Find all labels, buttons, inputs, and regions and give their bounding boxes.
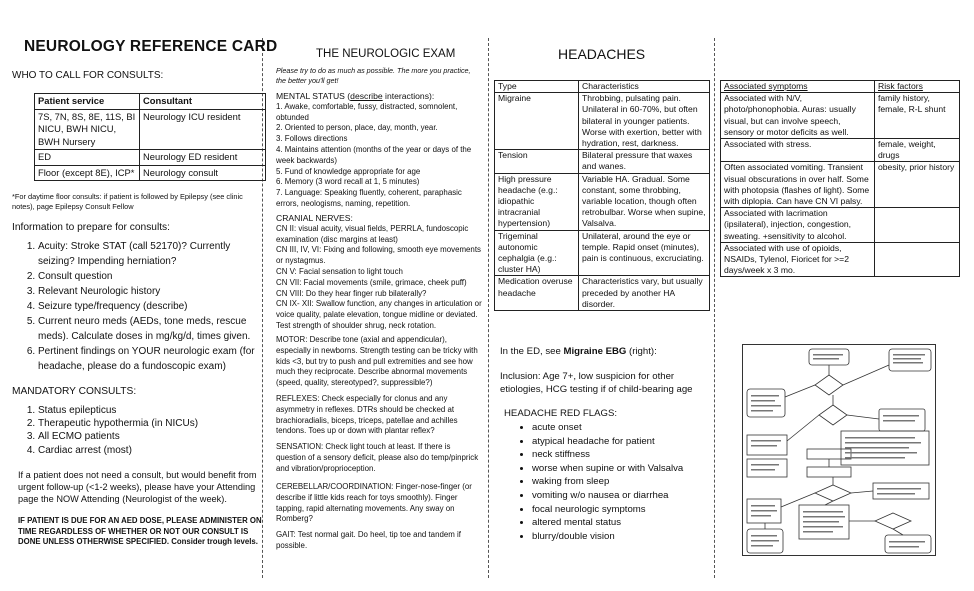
table-cell: obesity, prior history [875, 162, 960, 208]
sensation-section: SENSATION: Check light touch at least. If there is question of a sensory deficit, please also do temp/pinprick and vibration/proprioception. [276, 442, 479, 473]
list-item: CN V: Facial sensation to light touch [276, 266, 403, 276]
symptoms-table [720, 80, 960, 277]
table-cell: Neurology ICU resident [140, 109, 266, 150]
list-item: 1. Awake, comfortable, fussy, distracted, somnolent, obtunded [276, 101, 458, 122]
ed-text: (right): [626, 346, 657, 357]
ed-note [500, 346, 657, 357]
mandatory-list [22, 404, 268, 457]
table-cell: Medication overuse headache [495, 276, 579, 311]
table-row [35, 165, 266, 181]
table-header: Risk factors [875, 81, 960, 93]
list-item: 4. Cardiac arrest (most) [38, 444, 268, 457]
list-item: 3. All ECMO patients [38, 430, 268, 443]
table-cell: Neurology consult [140, 165, 266, 181]
aed-note: IF PATIENT IS DUE FOR AN AED DOSE, PLEASE ADMINISTER ON TIME REGARDLESS OF WHETHER OR NOT OUR CONSULT IS DONE UNLESS OTHERWISE SPECIFIED. Consider trough levels. [18, 516, 262, 546]
table-cell: High pressure headache (e.g.: idiopathic intracranial hypertension) [495, 173, 579, 230]
table-cell: Characteristics vary, but usually preceded by another HA disorder. [579, 276, 710, 311]
table-cell: Throbbing, pulsating pain. Unilateral in 60-70%, but often bilateral in younger patients. Worse with exertion, better with hydration, rest, darkness. [579, 93, 710, 150]
table-cell [875, 208, 960, 243]
table-cell: Bilateral pressure that waxes and wanes. [579, 150, 710, 173]
table-cell: Migraine [495, 93, 579, 150]
table-cell: Floor (except 8E), ICP* [35, 165, 140, 181]
headaches-title: HEADACHES [558, 46, 646, 62]
list-item: 4. Maintains attention (months of the year or days of the week backwards) [276, 144, 472, 165]
ed-text: In the ED, see [500, 346, 564, 357]
list-item: • waking from sleep [532, 475, 683, 489]
who-to-call-heading: WHO TO CALL FOR CONSULTS: [12, 70, 164, 81]
table-cell: ED [35, 150, 140, 166]
table-header: Patient service [35, 94, 140, 110]
reflexes-section: REFLEXES: Check especially for clonus and any asymmetry in reflexes. DTRs should be checked at brachioradialis, biceps, triceps, patellae and achilles tendons. Toes up or down with plantar reflex? [276, 394, 458, 436]
cerebellar-section: CEREBELLAR/COORDINATION: Finger-nose-finger (or describe if little kids reach for toys smoothly). Finger tapping, rapid alternating movements. Any sway on Romberg? [276, 482, 472, 524]
table-row [35, 109, 266, 150]
list-item: 6. Pertinent findings on YOUR neurologic exam (for headache, please do a fundoscopic exam) [38, 344, 268, 374]
motor-section: MOTOR: Describe tone (axial and appendicular), especially in newborns. Strength testing can be tricky with kids <3, but try to push and pull extremities and see how much they reciprocate. Describe abnormal movements (speed, quality, stereotyped?, suppressible?) [276, 335, 478, 388]
consult-table [34, 93, 266, 181]
list-item: CN II: visual acuity, visual fields, PERRLA, fundoscopic examination (disc margins at least) [276, 223, 469, 244]
table-row [721, 242, 960, 277]
table-header: Associated symptoms [721, 81, 875, 93]
table-cell: Associated with N/V, photo/phonophobia. Auras: usually visual, but can involve speech, sensory or motor deficits as well. [721, 93, 875, 139]
gait-section: GAIT: Test normal gait. Do heel, tip toe and tandem if possible. [276, 530, 461, 550]
list-item: CN VIII: Do they hear finger rub bilaterally? [276, 288, 427, 298]
list-item: 2. Consult question [38, 269, 268, 284]
daytime-note: *For daytime floor consults: if patient is followed by Epilepsy (see clinic notes), page Epilepsy Consult Fellow [12, 192, 243, 211]
table-cell [875, 242, 960, 277]
list-item: 2. Oriented to person, place, day, month, year. [276, 123, 438, 133]
table-row [721, 139, 960, 162]
table-row [495, 230, 710, 276]
list-item: 2. Therapeutic hypothermia (in NICUs) [38, 417, 268, 430]
table-row [721, 208, 960, 243]
heading-text: describe [350, 91, 383, 101]
table-row [721, 162, 960, 208]
table-row [495, 276, 710, 311]
table-cell: Tension [495, 150, 579, 173]
list-item: CN III, IV, VI: Fixing and following, smooth eye movements or nystagmus. [276, 245, 481, 266]
list-item: 5. Fund of knowledge appropriate for age [276, 166, 421, 176]
list-item: • altered mental status [532, 516, 683, 530]
table-row [35, 150, 266, 166]
table-cell: Associated with stress. [721, 139, 875, 162]
list-item: • worse when supine or with Valsalva [532, 462, 683, 476]
ed-text-bold: Migraine EBG [563, 346, 627, 357]
list-item: 3. Follows directions [276, 134, 348, 144]
mental-status-section [276, 91, 482, 210]
list-item: • focal neurologic symptoms [532, 503, 683, 517]
exam-title: THE NEUROLOGIC EXAM [316, 48, 456, 60]
table-cell: Neurology ED resident [140, 150, 266, 166]
list-item: 3. Relevant Neurologic history [38, 284, 268, 299]
table-header: Characteristics [579, 81, 710, 93]
list-item: CN IX- XII: Swallow function, any changes in articulation or voice quality, palate elevation, tongue midline or deviated. Test strength of shoulder shrug, neck rotation. [276, 299, 482, 330]
exam-intro: Please try to do as much as possible. The more you practice, the better you'll get! [276, 66, 471, 85]
migraine-ebg-flowchart [742, 344, 936, 556]
red-flags-heading: HEADACHE RED FLAGS: [504, 408, 618, 419]
section-heading: CRANIAL NERVES: [276, 213, 353, 223]
prep-heading: Information to prepare for consults: [12, 222, 170, 233]
red-flags-list [510, 421, 683, 543]
table-row [495, 150, 710, 173]
list-item: 7. Language: Speaking fluently, coherent, paraphasic errors, neologisms, naming, repetition. [276, 188, 462, 208]
table-cell: Trigeminal autonomic cephalgia (e.g.: cluster HA) [495, 230, 579, 276]
list-item: CN VII: Facial movements (smile, grimace, cheek puff) [276, 277, 467, 287]
list-item: • blurry/double vision [532, 530, 683, 544]
table-row [721, 93, 960, 139]
list-item: • atypical headache for patient [532, 435, 683, 449]
card-title: NEUROLOGY REFERENCE CARD [24, 38, 278, 55]
list-item: 1. Status epilepticus [38, 404, 268, 417]
consults-column [12, 0, 278, 591]
list-item: 6. Memory (3 word recall at 1, 5 minutes) [276, 177, 420, 187]
list-item: • neck stiffness [532, 448, 683, 462]
table-header: Consultant [140, 94, 266, 110]
flowchart-diagram [743, 345, 937, 557]
table-row [495, 173, 710, 230]
inclusion-note: Inclusion: Age 7+, low suspicion for other etiologies, HCG testing if of child-bearing age [500, 371, 693, 395]
table-cell: Unilateral, around the eye or temple. Rapid onset (minutes), pain is continuous, excruciating. [579, 230, 710, 276]
table-header: Type [495, 81, 579, 93]
table-cell: Associated with lacrimation (ipsilateral), injection, congestion, sweating. +sensitivity to alcohol. [721, 208, 875, 243]
neuro-exam-column [276, 0, 482, 591]
followup-note: If a patient does not need a consult, but would benefit from urgent follow-up (<1-2 weeks), please have your Attending page the NOW Attending (Neurologist of the week). [18, 470, 257, 504]
list-item: 4. Seizure type/frequency (describe) [38, 299, 268, 314]
list-item: • vomiting w/o nausea or diarrhea [532, 489, 683, 503]
section-heading [276, 91, 482, 102]
heading-text: interactions): [382, 91, 435, 101]
table-cell: Associated with use of opioids, NSAIDs, Tylenol, Fioricet for >=2 days/week x 3 mo. [721, 242, 875, 277]
table-row [495, 93, 710, 150]
table-cell: female, weight, drugs [875, 139, 960, 162]
table-cell: 7S, 7N, 8S, 8E, 11S, BI NICU, BWH NICU, BWH Nursery [35, 109, 140, 150]
list-item: 1. Acuity: Stroke STAT (call 52170)? Currently seizing? Impending herniation? [38, 239, 268, 269]
cranial-nerves-section [276, 213, 482, 332]
heading-text: MENTAL STATUS ( [276, 91, 351, 101]
column-divider [714, 38, 715, 578]
column-divider [488, 38, 489, 578]
headaches-column [494, 0, 712, 591]
mandatory-heading: MANDATORY CONSULTS: [12, 386, 137, 397]
table-cell: family history, female, R-L shunt [875, 93, 960, 139]
table-cell: Often associated vomiting. Transient visual obscurations in over half. Some with photopsia (flashes of light). Some with diplopia. Can have CN VI palsy. [721, 162, 875, 208]
table-cell: Variable HA. Gradual. Some constant, some throbbing, variable location, though often retrobulbar. Worse when supine, Valsalva. [579, 173, 710, 230]
prep-list [22, 239, 268, 374]
list-item: 5. Current neuro meds (AEDs, tone meds, rescue meds). Calculate doses in mg/kg/d, times given. [38, 314, 268, 344]
headache-table [494, 80, 710, 311]
list-item: • acute onset [532, 421, 683, 435]
